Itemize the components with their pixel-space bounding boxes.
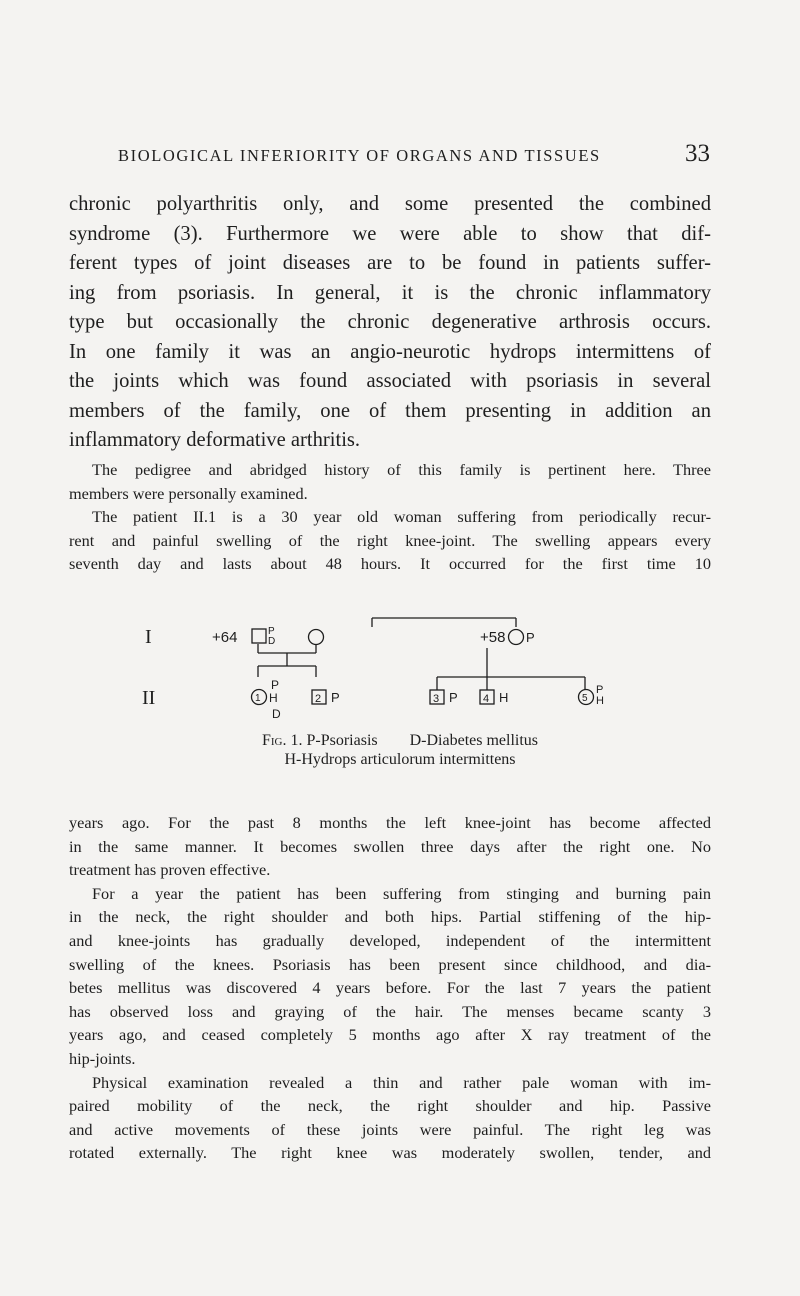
child-1-mark-d: D [272,707,281,721]
text-line: has observed loss and graying of the hair. The menses became scanty 3 [69,1001,711,1021]
legend-psoriasis: P-Psoriasis [306,732,378,749]
text-line: chronic polyarthritis only, and some presented the combined [69,193,711,215]
child-2-mark: P [331,690,340,705]
text-line: and active movements of these joints were painful. The right leg was [69,1119,711,1139]
figure-caption-line-2 [0,750,800,769]
text-line: The patient II.1 is a 30 year old woman suffering from periodically recur- [92,507,711,527]
text-line: betes mellitus was discovered 4 years before. For the last 7 years the patient [69,978,711,998]
text-line: Physical examination revealed a thin and rather pale woman with im- [92,1072,711,1092]
child-3-number: 3 [433,693,440,705]
child-5-mark-h: H [596,695,604,707]
text-line: years ago. For the past 8 months the left knee-joint has become affected [69,813,711,832]
text-line: rotated externally. The right knee was moderately swollen, tender, and [69,1143,711,1163]
child-5-number: 5 [582,693,588,704]
child-1-mark-h: H [269,691,278,705]
generation-I-label: I [145,626,152,648]
child-4-mark: H [499,690,509,705]
text-line: in the same manner. It becomes swollen three days after the right one. No [69,836,711,856]
figure-caption [0,731,800,750]
text-line: swelling of the knees. Psoriasis has been present since childhood, and dia- [69,954,711,974]
lead-paragraph [69,190,711,456]
text-line: seventh day and lasts about 48 hours. It occurred for the first time 10 [69,554,711,574]
child-1-number: 1 [255,693,261,704]
text-line: ferent types of joint diseases are to be found in patients suffer- [69,252,711,274]
child-1-mark-p: P [271,678,280,692]
child-2-number: 2 [315,693,322,705]
text-line: The pedigree and abridged history of this family is pertinent here. Three [92,460,711,479]
pedigree-chart [0,605,800,730]
child-5-mark-p: P [596,684,604,696]
text-line: and knee-joints has gradually developed, independent of the intermittent [69,930,711,950]
text-line: inflammatory deformative arthritis. [69,429,361,451]
text-line: treatment has proven effective. [69,860,271,880]
text-line: members of the family, one of them presenting in addition an [69,399,711,422]
grandfather-age: +58 [480,629,506,646]
text-line: For a year the patient has been suffering from stinging and burning pain [92,883,711,903]
page-header [118,142,710,172]
text-line: type but occasionally the chronic degenerative arthrosis occurs. [69,311,711,333]
running-head: BIOLOGICAL INFERIORITY OF ORGANS AND TISSUES [118,146,601,165]
figure-label: Fig. 1. [261,732,303,749]
text-line: hip-joints. [69,1048,136,1068]
text-line: ing from psoriasis. In general, it is the chronic inflammatory [69,281,711,304]
father-mark-d: D [268,636,276,647]
text-line: rent and painful swelling of the right knee-joint. The swelling appears every [69,530,711,550]
grandfather-mark: P [526,630,535,645]
case-history-body [69,811,711,1165]
mother-circle-symbol [309,630,324,645]
child-4-number: 4 [483,693,490,705]
page-number: 33 [685,140,710,167]
text-line: members were personally examined. [69,483,308,503]
text-line: syndrome (3). Furthermore we were able to show that dif- [69,222,711,245]
case-history-intro [69,458,711,576]
father-square-symbol [252,629,266,643]
generation-II-label: II [142,687,156,709]
text-line: In one family it was an angio-neurotic hydrops intermittens of [69,340,711,363]
text-line: paired mobility of the neck, the right shoulder and hip. Passive [69,1096,711,1116]
father-age: +64 [212,629,238,646]
legend-hydrops: H-Hydrops articulorum intermittens [284,751,516,768]
text-line: years ago, and ceased completely 5 months ago after X ray treatment of the [69,1025,711,1045]
text-line: the joints which was found associated with psoriasis in several [69,370,711,392]
child-3-mark: P [449,690,458,705]
grandfather-circle-symbol [509,630,524,645]
legend-diabetes: D-Diabetes mellitus [409,732,539,749]
father-mark-p: P [268,626,275,637]
text-line: in the neck, the right shoulder and both hips. Partial stiffening of the hip- [69,907,711,927]
